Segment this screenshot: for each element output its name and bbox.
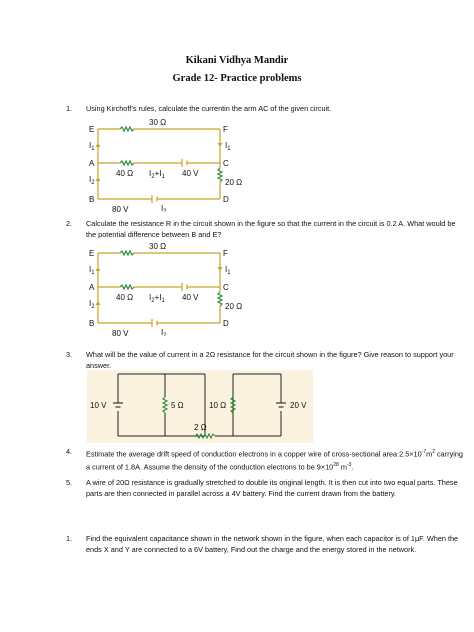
school-name: Kikani Vidhya Mandir [185,55,289,66]
top-resistor-label: 30 Ω [149,242,167,251]
node-a-label: A [89,159,95,168]
current-i1-left-label: $I_1$ [89,141,95,152]
question-text: Using Kirchoff’s rules, calculate the currentin the arm AC of the given circuit. [86,104,332,113]
right-resistor-label: 20 Ω [225,302,243,311]
bottom-battery-label: 80 V [112,329,129,336]
question-number: 5. [66,478,73,487]
right-battery-label: 20 V [290,401,307,410]
question-number: 3. [66,350,73,359]
question-text: A wire of 20Ω resistance is gradually stretched to double its original length. It is then cut into two equal parts. These parts are then connected in parallel across a 4V battery. Find the current drawn from the battery. [86,478,458,498]
node-d-label: D [223,195,229,204]
question-number: 4. [66,447,73,456]
node-c-label: C [223,283,229,292]
node-a-label: A [89,283,95,292]
question-number: 2. [66,219,73,228]
resistor-network-figure-3 [87,370,313,443]
mid-current-label: $I_2+I_1$ [149,293,165,304]
node-d-label: D [223,319,229,328]
right-resistor-label: 20 Ω [225,178,243,187]
resistor-5-label: 5 Ω [171,401,184,410]
current-i1-right-label: $I_1$ [225,265,231,276]
question-number: 1. [66,104,73,113]
current-i1-right-label: $I_1$ [225,141,231,152]
bottom-current-label: $I_2$ [161,204,167,212]
resistor-10-label: 10 Ω [209,401,227,410]
node-e-label: E [89,249,95,258]
node-c-label: C [223,159,229,168]
kirchhoff-circuit-figure-2 [86,240,246,336]
mid-resistor-label: 40 Ω [116,293,134,302]
worksheet-subtitle: Grade 12- Practice problems [172,73,302,84]
node-f-label: F [223,125,228,134]
current-i1-left-label: $I_1$ [89,265,95,276]
top-resistor-label: 30 Ω [149,118,167,127]
mid-battery-label: 40 V [182,169,199,178]
left-battery-label: 10 V [90,401,107,410]
bottom-battery-label: 80 V [112,205,129,212]
kirchhoff-circuit-figure-1 [86,116,246,212]
mid-current-label: $I_2+I_1$ [149,169,165,180]
question-text: Calculate the resistance R in the circuit shown in the figure so that the current in the circuit is 0.2 A. What would be the potential difference between B and E? [86,219,456,239]
node-e-label: E [89,125,95,134]
bottom-current-label: $I_2$ [161,328,167,336]
mid-resistor-label: 40 Ω [116,169,134,178]
current-i2-left-label: $I_2$ [89,175,95,186]
current-i2-left-label: $I_2$ [89,299,95,310]
mid-battery-label: 40 V [182,293,199,302]
question-text: Find the equivalent capacitance shown in the network shown in the figure, when each capacitor is of 1μF. When the ends X and Y are connected to a 6V battery, Find out the charge and the energy stored in the network. [86,534,459,554]
question-text: Estimate the average drift speed of conduction electrons in a copper wire of cross-sectional area $2.5\times 10^{-7}m^2$ carrying a current of 1.8A. Assume the density of the conduction electrons to be $9\times 10^{28}$ $m^{-3}$. [86,449,463,472]
node-b-label: B [89,195,95,204]
node-f-label: F [223,249,228,258]
question-number: 1. [66,534,73,543]
resistor-2-label: 2 Ω [194,423,207,432]
question-text: What will be the value of current in a 2Ω resistance for the circuit shown in the figure? Give reason to support your answer. [86,350,454,370]
node-b-label: B [89,319,95,328]
